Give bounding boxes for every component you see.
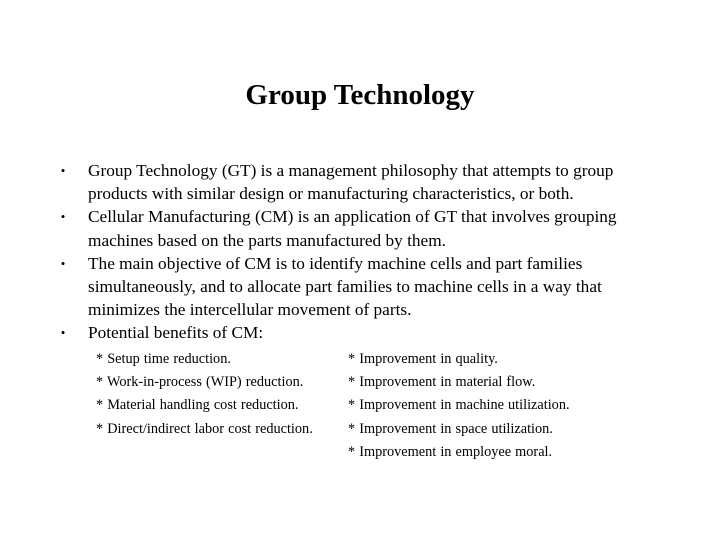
bullet-text: Potential benefits of CM: bbox=[88, 323, 264, 343]
benefit-item: * Improvement in quality. bbox=[348, 351, 498, 367]
bullet-item bbox=[57, 159, 657, 205]
benefit-item: * Improvement in material flow. bbox=[348, 374, 536, 391]
bullet-marker: • bbox=[60, 209, 66, 225]
benefit-item: * Work-in-process (WIP) reduction. bbox=[96, 374, 304, 391]
bullet-item bbox=[57, 321, 657, 344]
bullet-text: Group Technology (GT) is a management philosophy that attempts to group products with similar design or manufacturing characteristics, or both. bbox=[88, 161, 614, 204]
bullet-marker: • bbox=[60, 163, 66, 178]
benefits-right-column bbox=[348, 348, 570, 464]
bullet-marker: • bbox=[60, 255, 66, 271]
benefit-item: * Improvement in machine utilization. bbox=[348, 397, 570, 414]
benefit-item: * Improvement in space utilization. bbox=[348, 420, 553, 437]
slide-title: Group Technology bbox=[245, 79, 475, 111]
bullet-list bbox=[57, 159, 657, 345]
bullet-marker: • bbox=[60, 325, 66, 341]
benefit-item: * Material handling cost reduction. bbox=[96, 397, 299, 414]
benefit-item: * Improvement in employee moral. bbox=[348, 443, 553, 460]
bullet-text: The main objective of CM is to identify machine cells and part families simultaneously, and to allocate part families to machine cells in a way that minimizes the intercellular movement of parts. bbox=[88, 253, 602, 320]
benefit-item: * Setup time reduction. bbox=[96, 351, 231, 367]
benefit-item: * Direct/indirect labor cost reduction. bbox=[96, 420, 313, 437]
benefits-left-column bbox=[96, 348, 348, 464]
bullet-text: Cellular Manufacturing (CM) is an application of GT that involves grouping machines based on the parts manufactured by them. bbox=[88, 207, 617, 250]
bullet-item bbox=[57, 252, 657, 322]
bullet-item bbox=[57, 205, 657, 251]
benefits-table bbox=[96, 348, 570, 464]
